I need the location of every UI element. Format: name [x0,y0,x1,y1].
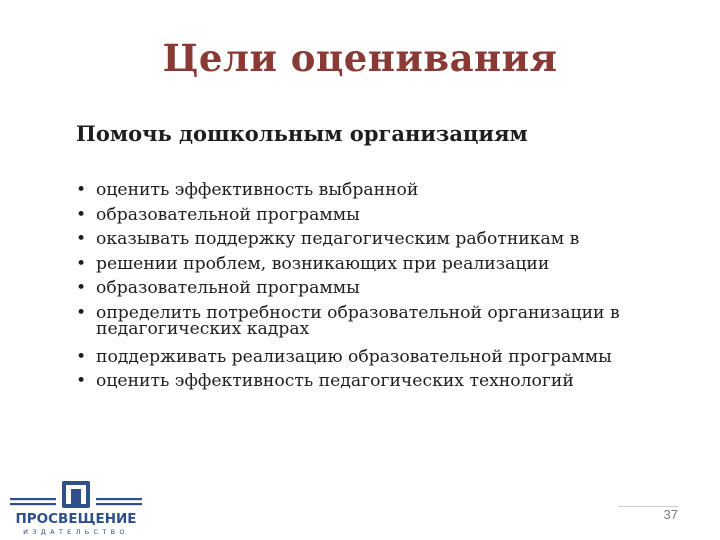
bullet-text: оценить эффективность педагогических технологий [96,371,574,391]
bullet-item [76,369,676,394]
bullet-item [76,203,676,228]
bullet-text: оценить эффективность выбранной [96,180,419,200]
bullet-dot-icon: • [76,346,87,367]
page-number: 37 [618,506,678,529]
logo-name: ПРОСВЕЩЕНИЕ [15,511,137,527]
logo-tagline: ИЗДАТЕЛЬСТВО [23,528,129,536]
bullet-item [76,227,676,252]
bullet-dot-icon: • [76,278,87,298]
bullet-dot-icon: • [76,371,87,391]
bullet-item [76,252,676,277]
bullet-text: решении проблем, возникающих при реализации [96,253,550,274]
slide-subtitle: Помочь дошкольным организациям [76,121,528,146]
bullet-list [76,178,676,394]
bullet-item [76,276,676,301]
bullet-item [76,178,676,203]
bullet-item [76,301,676,341]
bullet-text: образовательной программы [96,278,360,298]
bullet-dot-icon: • [76,253,87,274]
bullet-text: образовательной программы [96,204,360,225]
prosveshchenie-logo [8,478,144,536]
slide-title: Цели оценивания [162,36,558,80]
bullet-text: определить потребности образовательной организации в педагогических кадрах [96,302,620,339]
bullet-dot-icon: • [76,204,87,225]
bullet-dot-icon: • [76,180,87,200]
bullet-dot-icon: • [76,302,87,323]
bullet-item [76,345,676,370]
bullet-text: поддерживать реализацию образовательной программы [96,346,612,367]
bullet-text: оказывать поддержку педагогическим работникам в [96,229,580,249]
bullet-dot-icon: • [76,229,87,249]
